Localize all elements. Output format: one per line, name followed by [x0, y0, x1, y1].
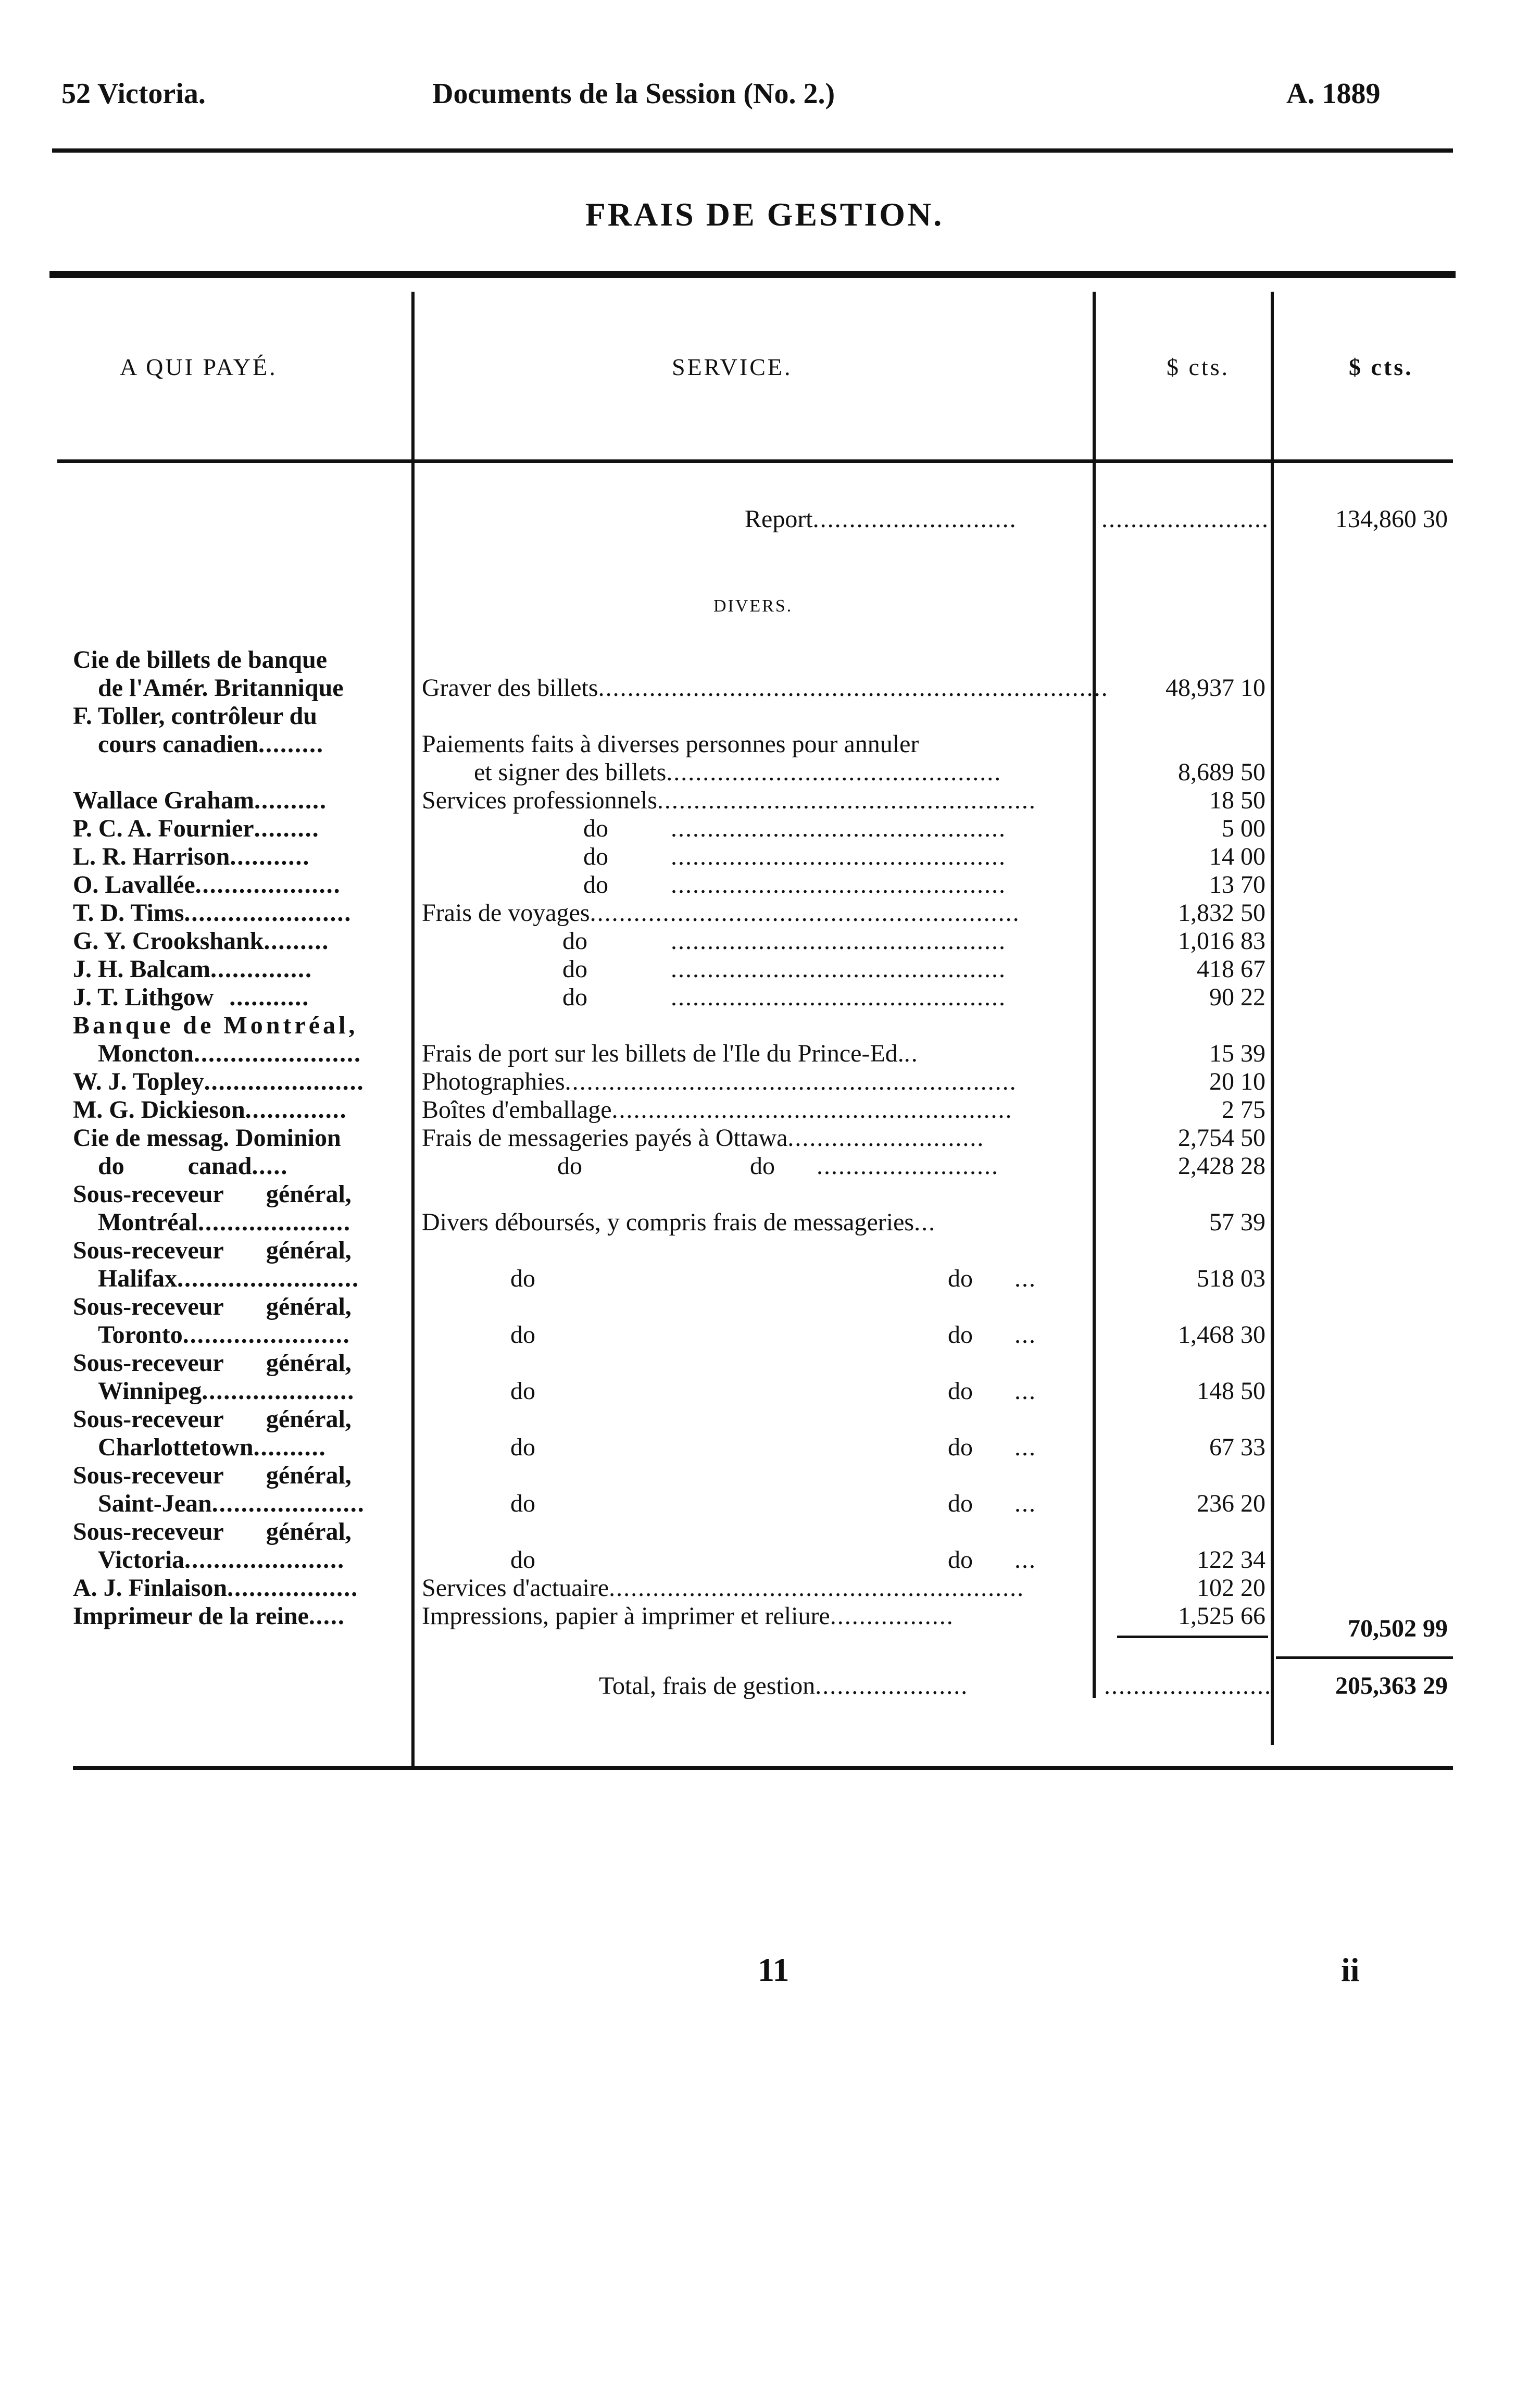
- table-row-service: do do .........................: [557, 1152, 999, 1180]
- table-row-service: Services d'actuaire.........................................................: [422, 1574, 1025, 1602]
- table-row-amount: 102 20: [1197, 1574, 1265, 1602]
- page-roman: ii: [1341, 1951, 1360, 1988]
- table-row-service: do do ...: [510, 1321, 1036, 1349]
- table-row-service: do ..............................................: [562, 955, 1006, 983]
- table-row-service: et signer des billets..............................................: [474, 758, 1002, 786]
- table-row-amount: 1,016 83: [1178, 927, 1265, 955]
- table-row-service: Boîtes d'emballage.......................................................: [422, 1096, 1013, 1124]
- table-row-amount: 2,428 28: [1178, 1152, 1265, 1180]
- col-head-payee: A QUI PAYÉ.: [120, 354, 278, 380]
- table-row-amount: 2 75: [1222, 1096, 1265, 1124]
- table-row-amount: 1,525 66: [1178, 1602, 1265, 1630]
- table-row-payee: Sous-receveur général,: [73, 1518, 352, 1545]
- table-row-amount: 18 50: [1209, 787, 1265, 814]
- table-row-service: Services professionnels....................................................: [422, 787, 1036, 814]
- subtotal-rule: [1117, 1636, 1268, 1638]
- col-head-service: SERVICE.: [672, 354, 793, 380]
- table-row-payee: Cie de messag. Dominion: [73, 1124, 341, 1152]
- header-rule: [52, 148, 1453, 153]
- col-divider-1: [411, 292, 415, 1766]
- table-row-amount: 57 39: [1209, 1208, 1265, 1236]
- table-row-payee: Montréal.....................: [98, 1208, 351, 1236]
- table-bottom-rule: [73, 1766, 1453, 1770]
- table-row-amount: 90 22: [1209, 983, 1265, 1011]
- table-row-service: Frais de port sur les billets de l'Ile du Prince-Ed...: [422, 1040, 919, 1067]
- table-row-service: Frais de voyages...........................................................: [422, 899, 1020, 927]
- table-row-payee: Sous-receveur général,: [73, 1237, 352, 1264]
- table-row-amount: 1,832 50: [1178, 899, 1265, 927]
- table-row-payee: Imprimeur de la reine.....: [73, 1602, 345, 1630]
- table-row-amount: 13 70: [1209, 871, 1265, 899]
- table-row-amount: 148 50: [1197, 1377, 1265, 1405]
- table-row-amount: 518 03: [1197, 1265, 1265, 1292]
- table-row-amount: 15 39: [1209, 1040, 1265, 1067]
- table-row-payee: Toronto.......................: [98, 1321, 350, 1349]
- table-row-service: do ..............................................: [583, 871, 1006, 899]
- table-row-payee: O. Lavallée....................: [73, 871, 341, 899]
- table-row-amount: 20 10: [1209, 1068, 1265, 1095]
- table-row-payee: W. J. Topley......................: [73, 1068, 365, 1095]
- table-row-payee: Sous-receveur général,: [73, 1405, 352, 1433]
- table-top-rule: [49, 271, 1456, 278]
- table-row-amount: 236 20: [1197, 1490, 1265, 1517]
- table-row-service: do do ...: [510, 1265, 1036, 1292]
- col-head-amount2: $ cts.: [1349, 354, 1413, 380]
- table-row-service: do ..............................................: [562, 927, 1006, 955]
- report-label: Report............................: [745, 505, 1017, 533]
- table-row-service: Photographies..............................................................: [422, 1068, 1017, 1095]
- table-row-payee: T. D. Tims.......................: [73, 899, 352, 927]
- table-row-amount: 418 67: [1197, 955, 1265, 983]
- report-dots: .......................: [1101, 505, 1269, 533]
- header-center: Documents de la Session (No. 2.): [432, 78, 835, 110]
- table-row-payee: Charlottetown..........: [98, 1433, 327, 1461]
- header-left: 52 Victoria.: [61, 78, 206, 110]
- page-title: FRAIS DE GESTION.: [585, 196, 944, 233]
- table-row-payee: Cie de billets de banque: [73, 646, 328, 673]
- table-row-payee: do canad.....: [98, 1152, 289, 1180]
- table-row-payee: A. J. Finlaison..................: [73, 1574, 359, 1602]
- table-row-payee: Moncton.......................: [98, 1040, 361, 1067]
- table-row-amount: 1,468 30: [1178, 1321, 1265, 1349]
- table-row-amount: 14 00: [1209, 843, 1265, 870]
- page-number: 11: [758, 1951, 789, 1988]
- table-row-payee: L. R. Harrison...........: [73, 843, 310, 870]
- table-row-payee: F. Toller, contrôleur du: [73, 702, 317, 730]
- table-row-payee: Victoria......................: [98, 1546, 345, 1574]
- table-row-amount: 2,754 50: [1178, 1124, 1265, 1152]
- table-row-service: Divers déboursés, y compris frais de messageries...: [422, 1208, 936, 1236]
- section-label: DIVERS.: [713, 596, 793, 616]
- table-row-payee: Saint-Jean.....................: [98, 1490, 365, 1517]
- grand-total-amount: 205,363 29: [1335, 1672, 1448, 1700]
- table-row-service: Paiements faits à diverses personnes pour annuler: [422, 730, 919, 758]
- table-row-payee: cours canadien.........: [98, 730, 324, 758]
- table-row-service: do do ...: [510, 1546, 1036, 1574]
- table-row-amount: 5 00: [1222, 815, 1265, 842]
- table-row-payee: Banque de Montréal,: [73, 1012, 358, 1039]
- table-row-amount: 8,689 50: [1178, 758, 1265, 786]
- table-row-payee: G. Y. Crookshank.........: [73, 927, 330, 955]
- table-row-service: do ..............................................: [583, 815, 1006, 842]
- table-row-service: do do ...: [510, 1433, 1036, 1461]
- column-head-rule: [57, 459, 1453, 463]
- table-row-service: Impressions, papier à imprimer et reliure.................: [422, 1602, 954, 1630]
- table-row-service: do ..............................................: [583, 843, 1006, 870]
- table-row-payee: Sous-receveur général,: [73, 1349, 352, 1377]
- subtotal-column-rule: [1276, 1656, 1453, 1659]
- table-row-service: do do ...: [510, 1377, 1036, 1405]
- table-row-amount: 122 34: [1197, 1546, 1265, 1574]
- table-row-payee: P. C. A. Fournier.........: [73, 815, 320, 842]
- table-row-payee: Wallace Graham..........: [73, 787, 327, 814]
- table-row-payee: Sous-receveur général,: [73, 1293, 352, 1320]
- col-divider-3: [1271, 292, 1274, 1745]
- table-row-amount: 67 33: [1209, 1433, 1265, 1461]
- table-row-payee: J. T. Lithgow ...........: [73, 983, 310, 1011]
- table-row-payee: M. G. Dickieson..............: [73, 1096, 347, 1124]
- subtotal-amount: 70,502 99: [1348, 1615, 1448, 1642]
- grand-total-label: Total, frais de gestion.....................: [599, 1672, 969, 1700]
- table-row-payee: de l'Amér. Britannique: [98, 674, 344, 702]
- col-head-amount1: $ cts.: [1167, 354, 1230, 380]
- header-right: A. 1889: [1286, 78, 1381, 110]
- table-row-service: do ..............................................: [562, 983, 1006, 1011]
- table-row-payee: J. H. Balcam..............: [73, 955, 312, 983]
- table-row-payee: Halifax.........................: [98, 1265, 359, 1292]
- table-row-payee: Winnipeg.....................: [98, 1377, 355, 1405]
- report-total: 134,860 30: [1335, 505, 1448, 533]
- table-row-service: do do ...: [510, 1490, 1036, 1517]
- table-row-amount: 48,937 10: [1165, 674, 1265, 702]
- table-row-service: Graver des billets......................................................................: [422, 674, 1109, 702]
- grand-total-dots: .......................: [1104, 1672, 1272, 1700]
- table-row-payee: Sous-receveur général,: [73, 1462, 352, 1489]
- table-row-payee: Sous-receveur général,: [73, 1180, 352, 1208]
- table-row-service: Frais de messageries payés à Ottawa...........................: [422, 1124, 985, 1152]
